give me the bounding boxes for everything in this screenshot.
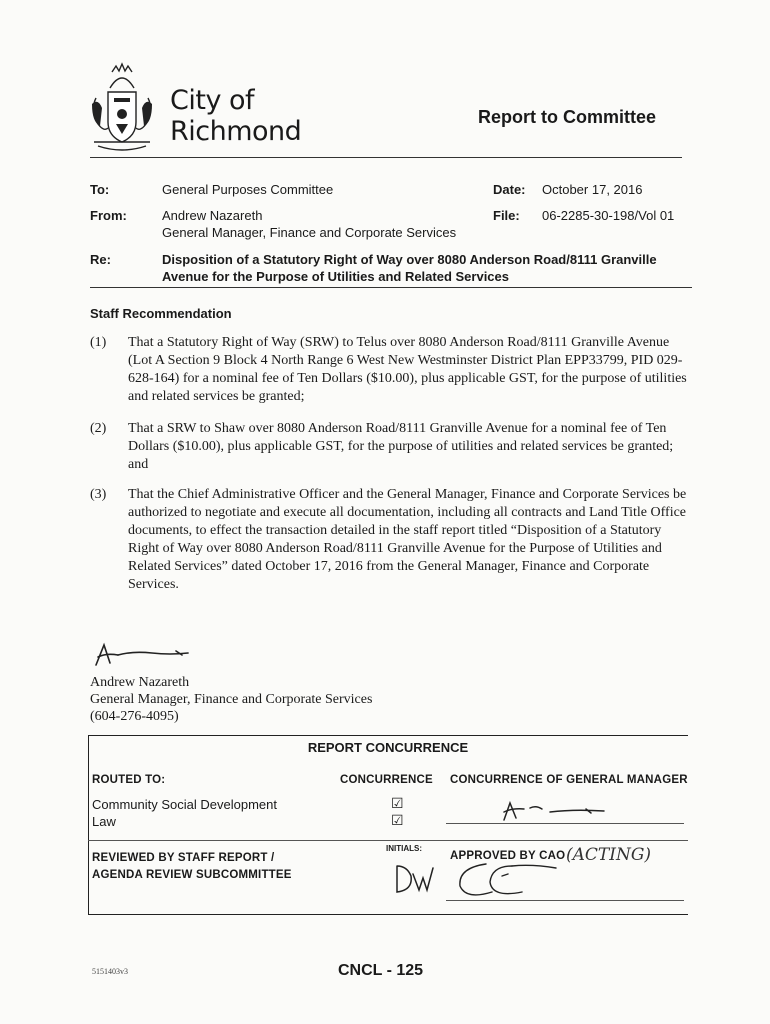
handwritten-signature bbox=[92, 641, 192, 669]
concurrence-box-divider bbox=[88, 840, 688, 841]
staff-recommendation-heading: Staff Recommendation bbox=[90, 306, 232, 321]
recommendation-number: (3) bbox=[90, 487, 107, 502]
approved-by-cao-label: APPROVED BY CAO bbox=[450, 850, 566, 862]
to-label: To: bbox=[90, 182, 110, 197]
re-label: Re: bbox=[90, 252, 111, 267]
concurrence-checkbox: ☑ bbox=[391, 795, 404, 811]
approved-acting-note: (ACTING) bbox=[566, 845, 652, 865]
recommendation-number: (1) bbox=[90, 335, 107, 350]
concurrence-box-top bbox=[88, 735, 688, 736]
page-identifier: CNCL - 125 bbox=[338, 962, 424, 979]
concurrence-gm-label: CONCURRENCE OF GENERAL MANAGER bbox=[450, 774, 688, 786]
reviewed-line1: REVIEWED BY STAFF REPORT / bbox=[92, 852, 275, 864]
cao-signature bbox=[452, 858, 562, 902]
initials-label: INITIALS: bbox=[386, 844, 422, 853]
concurrence-box-left bbox=[88, 735, 89, 914]
initials-handwriting bbox=[393, 860, 435, 896]
header-divider bbox=[90, 157, 682, 158]
city-name-line2: Richmond bbox=[170, 116, 302, 147]
report-concurrence-title: REPORT CONCURRENCE bbox=[307, 740, 469, 755]
document-number: 5151403v3 bbox=[92, 967, 128, 976]
department-name: Law bbox=[92, 814, 116, 829]
file-value: 06-2285-30-198/Vol 01 bbox=[542, 208, 675, 223]
recommendation-text: That a SRW to Shaw over 8080 Anderson Road/8111 Granville Avenue for a nominal fee of Ten Dollars ($10.00), plus applicable GST, for the purpose of utilities and related services be granted; and bbox=[128, 421, 674, 472]
city-crest-logo bbox=[88, 58, 156, 154]
to-value: General Purposes Committee bbox=[162, 182, 334, 197]
signer-phone: (604-276-4095) bbox=[90, 709, 179, 724]
report-title: Report to Committee bbox=[478, 107, 657, 127]
from-name: Andrew Nazareth bbox=[162, 208, 263, 223]
recommendation-text: That a Statutory Right of Way (SRW) to Telus over 8080 Anderson Road/8111 Granville Avenue (Lot A Section 9 Block 4 North Range 6 West New Westminster District Plan EPP33799, PID 029-628-164) for a nominal fee of Ten Dollars ($10.00), plus applicable GST, for the purpose of utilities and related services be granted; bbox=[128, 335, 687, 404]
from-title: General Manager, Finance and Corporate Services bbox=[162, 225, 457, 240]
cao-signature-line bbox=[446, 900, 684, 901]
signer-title: General Manager, Finance and Corporate Services bbox=[90, 692, 373, 707]
re-subject: Disposition of a Statutory Right of Way over 8080 Anderson Road/8111 Granville Avenue for the Purpose of Utilities and Related Services bbox=[162, 252, 657, 284]
recommendation-text: That the Chief Administrative Officer and the General Manager, Finance and Corporate Services be authorized to negotiate and execute all documentation, including all contracts and Land Title Office documents, to effect the transaction detailed in the staff report titled “Disposition of a Statutory Right of Way over 8080 Anderson Road/8111 Granville Avenue for the Purpose of Utilities and Related Services” dated October 17, 2016 from the General Manager, Finance and Corporate Services. bbox=[128, 487, 687, 592]
signer-block bbox=[90, 674, 372, 725]
gm-signature bbox=[500, 800, 610, 822]
date-label: Date: bbox=[493, 182, 526, 197]
subject-divider bbox=[90, 287, 692, 288]
from-label: From: bbox=[90, 208, 127, 223]
date-value: October 17, 2016 bbox=[542, 182, 643, 197]
recommendation-number: (2) bbox=[90, 421, 107, 436]
concurrence-box-bottom bbox=[88, 914, 688, 915]
city-name-line1: City of bbox=[170, 85, 255, 116]
concurrence-checkbox: ☑ bbox=[391, 812, 404, 828]
routed-to-label: ROUTED TO: bbox=[92, 774, 166, 786]
concurrence-label: CONCURRENCE bbox=[340, 774, 433, 786]
department-name: Community Social Development bbox=[92, 797, 277, 812]
gm-signature-line bbox=[446, 823, 684, 824]
file-label: File: bbox=[493, 208, 520, 223]
reviewed-by-label bbox=[92, 850, 292, 884]
signer-name: Andrew Nazareth bbox=[90, 675, 190, 690]
reviewed-line2: AGENDA REVIEW SUBCOMMITTEE bbox=[92, 869, 292, 881]
